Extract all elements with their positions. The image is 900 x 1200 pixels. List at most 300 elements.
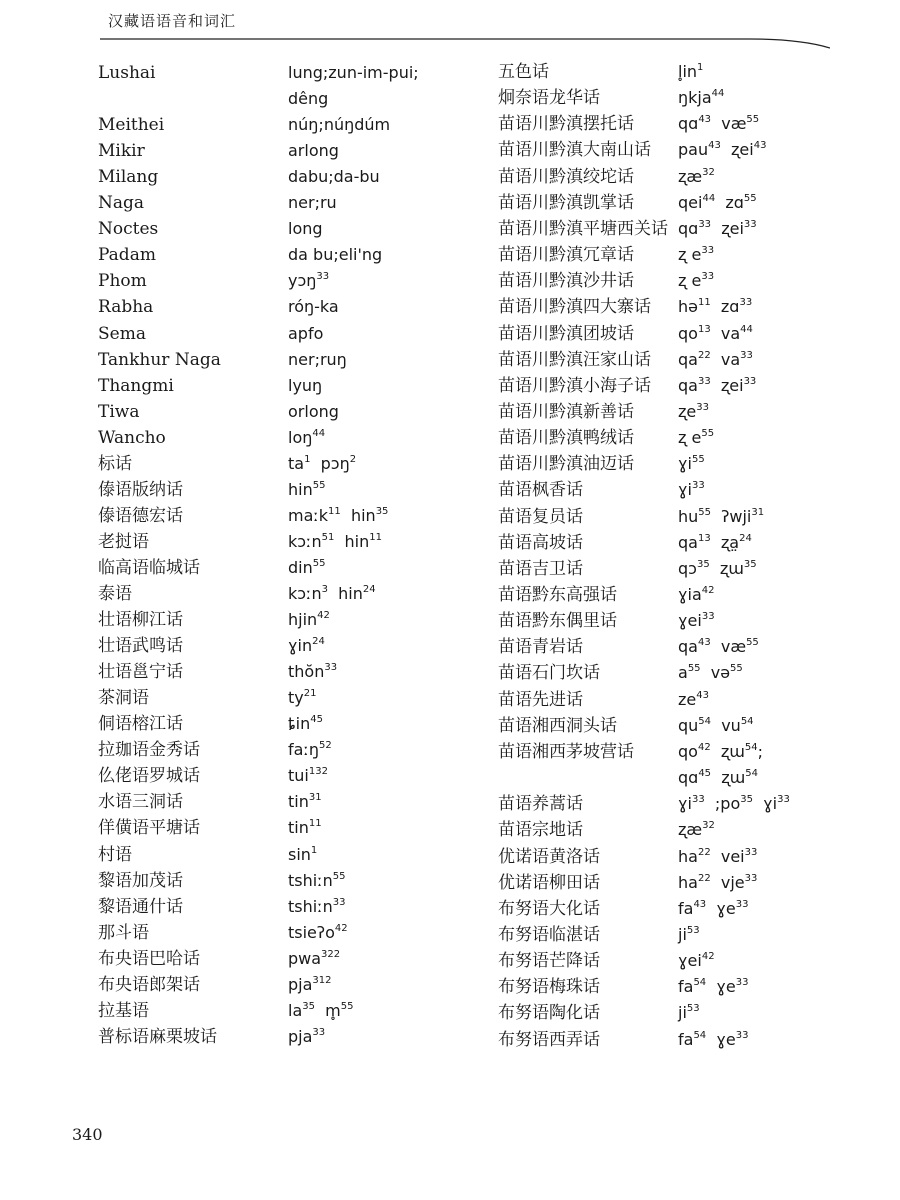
language-name: 布央语巴哈话: [98, 948, 200, 969]
tone-mark: 33: [324, 662, 338, 674]
form-text: kɔːn: [288, 531, 322, 551]
word-form: [678, 85, 724, 111]
tone-mark: 33: [777, 794, 790, 806]
form-text: qa: [678, 349, 698, 369]
word-form: [678, 321, 753, 347]
language-name: Padam: [98, 245, 156, 266]
language-name: 布努语西弄话: [498, 1029, 600, 1050]
language-name: 苗语川黔滇团坡话: [498, 323, 634, 344]
form-text: qa: [678, 637, 698, 657]
form-text: maːk: [288, 505, 329, 525]
form-text: ;po: [714, 794, 741, 814]
word-form: [678, 530, 752, 556]
form-text: dêng: [288, 89, 329, 109]
form-text: róŋ-ka: [288, 297, 339, 317]
tone-mark: 2: [349, 453, 357, 465]
form-text: ner;ruŋ: [288, 349, 347, 369]
form-text: ɣe: [716, 977, 736, 997]
form-text: ʐa̤: [720, 532, 740, 552]
form-text: din: [288, 557, 313, 577]
word-form: [288, 555, 325, 581]
language-name: 壮语柳江话: [98, 610, 183, 631]
tone-mark: 55: [746, 637, 759, 649]
page-number: 340: [72, 1125, 103, 1144]
language-name: 苗语吉卫话: [498, 558, 583, 579]
language-name: 苗语川黔滇冗章话: [498, 245, 634, 266]
word-form: [288, 972, 332, 998]
form-text: qo: [678, 741, 698, 761]
form-text: qɑ: [678, 114, 699, 134]
language-name: 苗语养蒿话: [498, 794, 583, 815]
language-name: Rabha: [98, 297, 154, 318]
form-text: lung;zun-im-pui;: [288, 63, 419, 82]
tone-mark: 45: [698, 768, 712, 780]
tone-mark: 1: [304, 453, 311, 465]
tone-mark: 55: [743, 192, 757, 204]
language-name: 苗语川黔滇凯掌话: [498, 192, 634, 213]
form-text: vu: [721, 715, 741, 735]
form-text: da bu;eli'ng: [288, 245, 383, 265]
tone-mark: 55: [698, 506, 712, 518]
word-form: [288, 894, 345, 920]
tone-mark: 55: [312, 479, 326, 491]
tone-mark: 54: [744, 741, 758, 753]
form-text: qu: [678, 715, 699, 735]
tone-mark: 55: [312, 557, 326, 569]
language-name: 苗语复员话: [498, 506, 583, 527]
form-text: hjin: [288, 610, 318, 630]
tone-mark: 24: [312, 636, 325, 648]
form-text: ɣi: [678, 794, 692, 814]
language-name: 苗语川黔滇平塘西关话: [498, 218, 668, 239]
tone-mark: 35: [375, 505, 389, 517]
form-text: ʐ e: [678, 428, 702, 448]
language-name: 布努语梅珠话: [498, 977, 600, 998]
word-form: [678, 608, 715, 634]
form-text: ta: [288, 453, 305, 473]
header-rule: [100, 38, 830, 50]
tone-mark: 33: [744, 872, 758, 884]
language-name: 苗语先进话: [498, 689, 583, 710]
form-text: ʐei: [731, 140, 754, 160]
language-name: 黎语加茂话: [98, 870, 183, 891]
language-name: 布努语大化话: [498, 898, 600, 919]
form-text: ʐɯ: [719, 558, 744, 578]
language-name: 水语三洞话: [98, 792, 183, 813]
word-form: [678, 477, 705, 503]
word-form: [288, 633, 325, 659]
form-text: m̥: [325, 1000, 341, 1020]
language-name: 佯僙语平塘话: [98, 818, 200, 839]
form-text: la: [288, 1000, 303, 1020]
form-text: tin: [288, 818, 309, 838]
language-name: 优诺语黄洛话: [498, 846, 600, 867]
form-text: l̥in: [678, 62, 698, 81]
word-form: [288, 763, 328, 789]
word-form: [678, 451, 705, 477]
form-text: ɣe: [716, 898, 736, 918]
language-name: 苗语湘西洞头话: [498, 715, 617, 736]
tone-mark: 33: [740, 349, 753, 361]
language-name: 侗语榕江话: [98, 714, 183, 735]
word-form: [678, 556, 757, 582]
language-name: Tiwa: [98, 401, 140, 422]
tone-mark: 31: [751, 506, 765, 518]
language-name: 布努语陶化话: [498, 1003, 600, 1024]
form-text: qa: [678, 532, 698, 552]
form-text: ;: [757, 741, 763, 761]
word-form: [288, 112, 390, 138]
word-form: [678, 504, 764, 530]
form-text: zɑ: [725, 192, 744, 212]
form-text: ner;ru: [288, 193, 337, 213]
language-name: 临高语临城话: [98, 557, 200, 578]
form-text: va: [720, 323, 741, 343]
form-text: sin: [288, 844, 311, 864]
tone-mark: 45: [310, 714, 323, 726]
form-text: fa: [678, 898, 694, 918]
form-text: orlong: [288, 401, 339, 421]
tone-mark: 43: [753, 140, 767, 152]
form-text: va: [720, 349, 741, 369]
language-name: 苗语高坡话: [498, 532, 583, 553]
form-text: ɣe: [716, 1029, 736, 1049]
tone-mark: 54: [693, 1029, 707, 1041]
tone-mark: 44: [312, 427, 326, 439]
language-name: Mikir: [98, 141, 145, 162]
word-form: [678, 660, 743, 686]
language-name: Naga: [98, 193, 145, 214]
word-form: [678, 373, 756, 399]
form-text: qei: [678, 192, 703, 212]
tone-mark: 22: [697, 872, 711, 884]
form-text: qɑ: [678, 768, 699, 788]
language-name: Milang: [98, 167, 159, 188]
tone-mark: 35: [740, 794, 753, 806]
tone-mark: 21: [303, 688, 317, 700]
tone-mark: 43: [697, 637, 711, 649]
form-text: yɔŋ: [288, 271, 317, 291]
word-form: [288, 373, 322, 399]
language-name: 苗语川黔滇大南山话: [498, 140, 651, 161]
word-form: [678, 713, 754, 739]
word-form: [678, 164, 715, 190]
language-name: Tankhur Naga: [98, 349, 221, 370]
form-text: loŋ: [288, 427, 313, 447]
language-name: 苗语川黔滇四大寨话: [498, 297, 651, 318]
form-text: faːŋ: [288, 740, 319, 760]
word-form: [678, 844, 757, 870]
language-name: 老挝语: [98, 531, 149, 552]
tone-mark: 132: [308, 766, 328, 778]
tone-mark: 22: [697, 349, 711, 361]
form-text: vei: [720, 846, 745, 866]
form-text: ha: [678, 846, 698, 866]
form-text: ʐæ: [678, 166, 703, 186]
form-text: ɣi: [763, 794, 778, 814]
language-name: 苗语川黔滇汪家山话: [498, 349, 651, 370]
tone-mark: 54: [693, 977, 707, 989]
word-form: [288, 920, 348, 946]
language-name: 苗语川黔滇油迈话: [498, 454, 634, 475]
word-form: [288, 685, 316, 711]
form-text: pja: [288, 974, 313, 994]
tone-mark: 11: [369, 531, 382, 543]
tone-mark: 35: [696, 558, 710, 570]
language-name: 五色话: [498, 62, 549, 82]
word-form: [678, 216, 757, 242]
tone-mark: 55: [691, 454, 705, 466]
word-form: [678, 242, 714, 268]
language-name: 苗语湘西茅坡营话: [498, 741, 634, 762]
form-text: tshiːn: [288, 896, 333, 916]
tone-mark: 312: [312, 974, 332, 986]
tone-mark: 3: [321, 584, 328, 595]
word-form: [678, 974, 748, 1000]
word-form: [288, 581, 376, 607]
language-name: 苗语川黔滇摆托话: [498, 114, 634, 135]
form-text: qa: [678, 375, 698, 395]
word-form: [678, 634, 759, 660]
tone-mark: 11: [697, 297, 711, 309]
word-form: [678, 347, 753, 373]
form-text: ji: [678, 1003, 687, 1023]
language-name: 苗语黔东高强话: [498, 585, 617, 605]
language-name: 苗语石门坎话: [498, 663, 600, 684]
word-form: [288, 164, 380, 190]
word-form: [288, 789, 322, 815]
word-form: [288, 477, 325, 503]
word-form: [678, 765, 758, 791]
form-text: ɣia: [678, 585, 702, 604]
word-form: [288, 425, 325, 451]
form-text: dabu;da-bu: [288, 167, 380, 187]
form-text: væ: [720, 637, 747, 657]
form-text: ʐei: [721, 218, 744, 238]
form-text: ʐɯ: [720, 741, 745, 761]
form-text: ɣi: [678, 480, 692, 500]
form-text: væ: [721, 114, 747, 134]
form-text: arlong: [288, 141, 339, 161]
tone-mark: 33: [743, 218, 757, 230]
tone-mark: 33: [735, 1029, 749, 1041]
form-text: və: [710, 663, 731, 683]
language-name: 普标语麻栗坡话: [98, 1026, 217, 1047]
tone-mark: 42: [317, 610, 330, 622]
tone-mark: 43: [708, 140, 721, 152]
tone-mark: 13: [697, 532, 711, 544]
tone-mark: 33: [701, 271, 715, 283]
form-text: tui: [288, 766, 309, 786]
word-form: [678, 268, 714, 294]
form-text: ʐ e: [678, 245, 702, 265]
running-header: 汉藏语语音和词汇: [108, 12, 237, 30]
language-name: Noctes: [98, 219, 159, 240]
tone-mark: 52: [318, 740, 332, 752]
language-name: 泰语: [98, 584, 132, 604]
tone-mark: 33: [691, 794, 705, 806]
form-text: ɣin: [288, 636, 313, 656]
tone-mark: 55: [746, 114, 760, 126]
tone-mark: 33: [735, 977, 749, 989]
word-form: [288, 503, 388, 529]
form-text: zɑ: [720, 297, 740, 317]
tone-mark: 42: [697, 741, 711, 753]
word-form: [288, 659, 337, 685]
form-text: ʐæ: [678, 820, 703, 840]
language-name: 村语: [98, 844, 132, 865]
tone-mark: 22: [697, 846, 711, 858]
language-name: 苗语川黔滇小海子话: [498, 375, 651, 396]
word-form: [678, 111, 759, 137]
tone-mark: 55: [340, 1000, 354, 1012]
tone-mark: 33: [739, 297, 753, 309]
tone-mark: 33: [701, 611, 715, 623]
tone-mark: 44: [702, 192, 716, 204]
tone-mark: 42: [701, 585, 715, 596]
word-form: [678, 59, 703, 85]
word-form: [678, 190, 757, 216]
tone-mark: 33: [332, 896, 346, 908]
word-form: [678, 399, 709, 425]
word-form: [678, 1000, 700, 1026]
language-name: 标话: [98, 453, 132, 474]
form-text: hin: [344, 531, 370, 551]
tone-mark: 33: [744, 846, 758, 858]
form-text: ʐe: [678, 401, 697, 421]
tone-mark: 32: [702, 166, 715, 178]
form-text: ty: [288, 688, 304, 708]
form-text: thŏn: [288, 662, 325, 682]
form-text: kɔːn: [288, 584, 322, 603]
word-form: [288, 86, 328, 112]
tone-mark: 35: [302, 1000, 315, 1012]
tone-mark: 53: [686, 1003, 700, 1015]
word-form: [678, 922, 700, 948]
form-text: tin: [288, 792, 309, 812]
form-text: hu: [678, 506, 699, 526]
form-text: qɑ: [678, 218, 699, 238]
word-form: [678, 870, 757, 896]
tone-mark: 54: [740, 715, 754, 727]
word-form: [678, 791, 790, 817]
form-text: ze: [678, 689, 697, 709]
language-name: Lushai: [98, 63, 156, 83]
tone-mark: 42: [701, 951, 715, 963]
tone-mark: 1: [310, 844, 318, 856]
form-text: hin: [288, 479, 313, 499]
tone-mark: 33: [691, 480, 705, 492]
tone-mark: 51: [321, 531, 335, 543]
tone-mark: 55: [701, 428, 715, 440]
word-form: [288, 607, 330, 633]
form-text: lyuŋ: [288, 375, 323, 395]
form-text: ɣi: [678, 454, 692, 474]
language-name: Meithei: [98, 115, 165, 136]
form-text: hə: [678, 297, 698, 317]
language-name: 苗语川黔滇鸭绒话: [498, 428, 634, 449]
form-text: ɣei: [678, 951, 702, 971]
word-form: [288, 268, 329, 294]
word-form: [288, 842, 317, 868]
form-text: tshiːn: [288, 870, 333, 890]
word-form: [288, 1024, 325, 1050]
language-name: 苗语黔东偶里话: [498, 611, 617, 632]
language-name: 黎语通什话: [98, 896, 183, 917]
form-text: pja: [288, 1026, 313, 1046]
language-name: 苗语宗地话: [498, 820, 583, 841]
form-text: ʔwji: [721, 506, 752, 526]
form-text: ʐei: [720, 375, 744, 395]
form-text: ȶin: [288, 714, 311, 734]
form-text: qo: [678, 323, 698, 343]
form-text: apfo: [288, 323, 324, 343]
tone-mark: 54: [698, 715, 712, 727]
tone-mark: 43: [698, 114, 712, 126]
language-name: 那斗语: [98, 922, 149, 943]
language-name: 壮语邕宁话: [98, 662, 183, 683]
tone-mark: 33: [697, 375, 711, 387]
tone-mark: 44: [711, 88, 725, 100]
language-name: 炯奈语龙华话: [498, 88, 600, 109]
tone-mark: 24: [362, 584, 376, 595]
language-name: 傣语版纳话: [98, 479, 183, 500]
word-form: [678, 687, 709, 713]
word-form: [288, 294, 339, 320]
tone-mark: 54: [745, 768, 758, 780]
word-form: [288, 868, 345, 894]
tone-mark: 44: [740, 323, 753, 335]
language-name: Sema: [98, 323, 146, 344]
language-name: 苗语川黔滇沙井话: [498, 271, 634, 292]
language-name: 壮语武鸣话: [98, 636, 183, 657]
language-name: 苗语川黔滇绞坨话: [498, 166, 634, 187]
language-name: 布努语临湛话: [498, 924, 600, 945]
word-form: [288, 998, 353, 1024]
word-form: [678, 896, 748, 922]
tone-mark: 33: [701, 245, 715, 257]
language-name: Thangmi: [98, 375, 174, 396]
form-text: pwa: [288, 948, 322, 968]
form-text: ʐɯ: [721, 768, 746, 788]
form-text: ha: [678, 872, 698, 892]
word-form: [288, 451, 356, 477]
language-name: 苗语青岩话: [498, 637, 583, 658]
form-text: ɣei: [678, 611, 702, 631]
word-form: [678, 739, 763, 765]
tone-mark: 13: [697, 323, 711, 335]
tone-mark: 33: [743, 375, 757, 387]
form-text: ŋkja: [678, 88, 712, 108]
word-form: [678, 948, 715, 974]
form-text: hin: [350, 505, 376, 525]
form-text: pau: [678, 140, 709, 160]
word-form: [678, 294, 752, 320]
tone-mark: 55: [687, 663, 701, 675]
word-form: [288, 347, 347, 373]
tone-mark: 33: [735, 898, 749, 910]
word-form: [288, 711, 323, 737]
form-text: a: [678, 663, 688, 683]
tone-mark: 33: [312, 1026, 326, 1038]
word-form: [288, 190, 337, 216]
tone-mark: 11: [308, 818, 322, 830]
language-name: 拉基语: [98, 1000, 149, 1021]
language-name: 苗语川黔滇新善话: [498, 401, 634, 422]
form-text: vje: [720, 872, 745, 892]
tone-mark: 33: [316, 271, 330, 283]
language-name: 布央语郎架话: [98, 974, 200, 995]
